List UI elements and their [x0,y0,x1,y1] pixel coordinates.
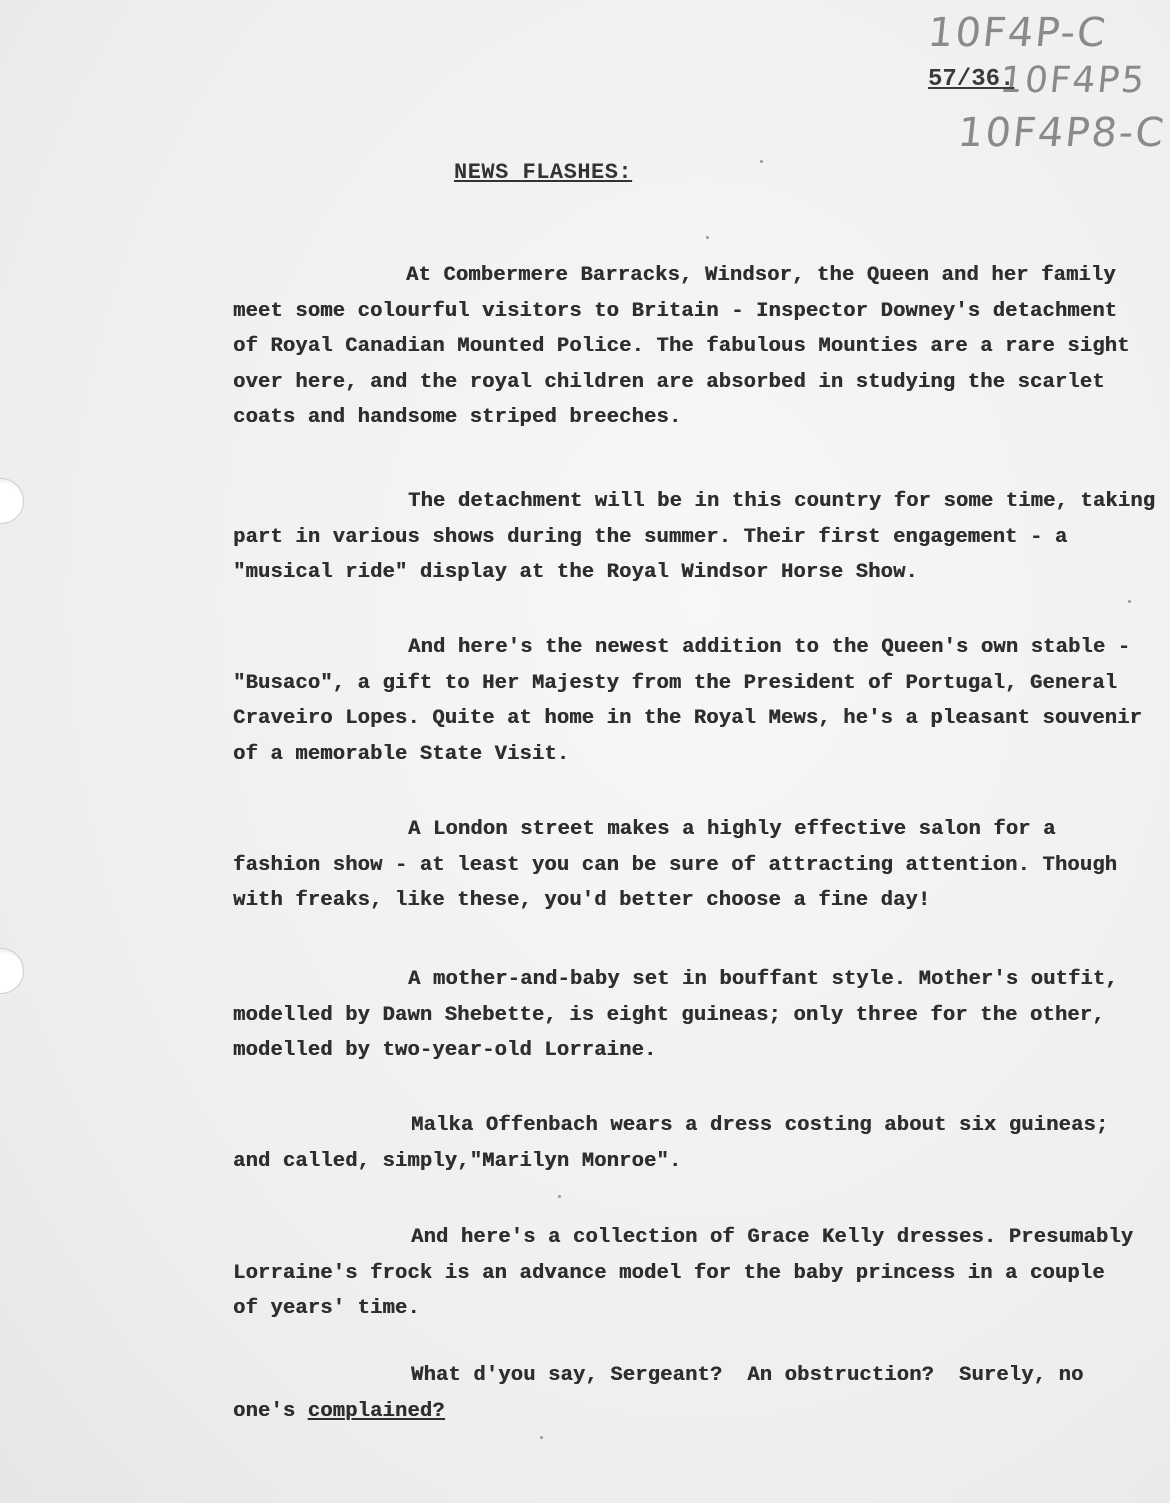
paper-speck [558,1195,561,1198]
paper-speck [706,236,709,239]
paper-speck [1128,600,1131,603]
text-line: part in various shows during the summer. Their first engagement - a [233,525,1068,549]
paragraph-mounties [233,258,1148,436]
paragraph-grace-kelly [233,1220,1148,1327]
handwritten-id-1: 10F4P-C [925,10,1110,56]
text-line: Craveiro Lopes. Quite at home in the Royal Mews, he's a pleasant souvenir [233,707,1142,730]
text-line: Malka Offenbach wears a dress costing about six guineas; [411,1114,1109,1137]
paragraph-busaco [233,630,1148,772]
text-line: And here's the newest addition to the Queen's own stable - [408,636,1131,659]
reference-number: 57/36. [928,66,1015,93]
text-line: Lorraine's frock is an advance model for the baby princess in a couple [233,1261,1105,1285]
text-line: modelled by Dawn Shebette, is eight guineas; only three for the other, [233,1003,1105,1027]
text-line: At Combermere Barracks, Windsor, the Queen and her family [406,264,1116,287]
text-fragment: one's [233,1399,308,1423]
underlined-word: complained? [307,1399,445,1423]
paragraph-fashion-show [233,812,1148,919]
text-line: of Royal Canadian Mounted Police. The fabulous Mounties are a rare sight [233,335,1130,358]
paper-speck [540,1436,543,1439]
text-line: of a memorable State Visit. [233,742,570,766]
text-line: "Busaco", a gift to Her Majesty from the President of Portugal, General [233,671,1118,695]
text-line: And here's a collection of Grace Kelly dresses. Presumably [411,1226,1134,1249]
text-line: with freaks, like these, you'd better choose a fine day! [233,889,931,912]
text-line: coats and handsome striped breeches. [233,406,682,429]
punch-hole-upper [0,478,24,524]
text-line: "musical ride" display at the Royal Windsor Horse Show. [233,561,918,584]
paragraph-sergeant [233,1358,1148,1429]
text-line: fashion show - at least you can be sure of attracting attention. Though [233,853,1118,877]
text-line: modelled by two-year-old Lorraine. [233,1039,657,1062]
paper-speck [760,160,763,163]
paragraph-mother-baby [233,962,1148,1069]
text-line: meet some colourful visitors to Britain - Inspector Downey's detachment [233,299,1118,323]
text-line: A mother-and-baby set in bouffant style. Mother's outfit, [408,968,1118,991]
handwritten-id-3: 10F4P8-C [955,110,1168,156]
text-line: What d'you say, Sergeant? An obstruction? Surely, no [411,1364,1084,1387]
paragraph-malka [233,1108,1148,1179]
page-title: NEWS FLASHES: [454,160,633,185]
text-line: of years' time. [233,1297,420,1320]
text-line [233,1394,1148,1430]
text-line: A London street makes a highly effective salon for a [408,818,1056,841]
punch-hole-lower [0,948,24,994]
paragraph-detachment [233,484,1156,591]
text-line: over here, and the royal children are absorbed in studying the scarlet [233,370,1105,394]
text-line: The detachment will be in this country for some time, taking [408,490,1156,513]
text-line: and called, simply,"Marilyn Monroe". [233,1149,682,1173]
handwritten-id-2: 10F4P5 [997,60,1149,101]
